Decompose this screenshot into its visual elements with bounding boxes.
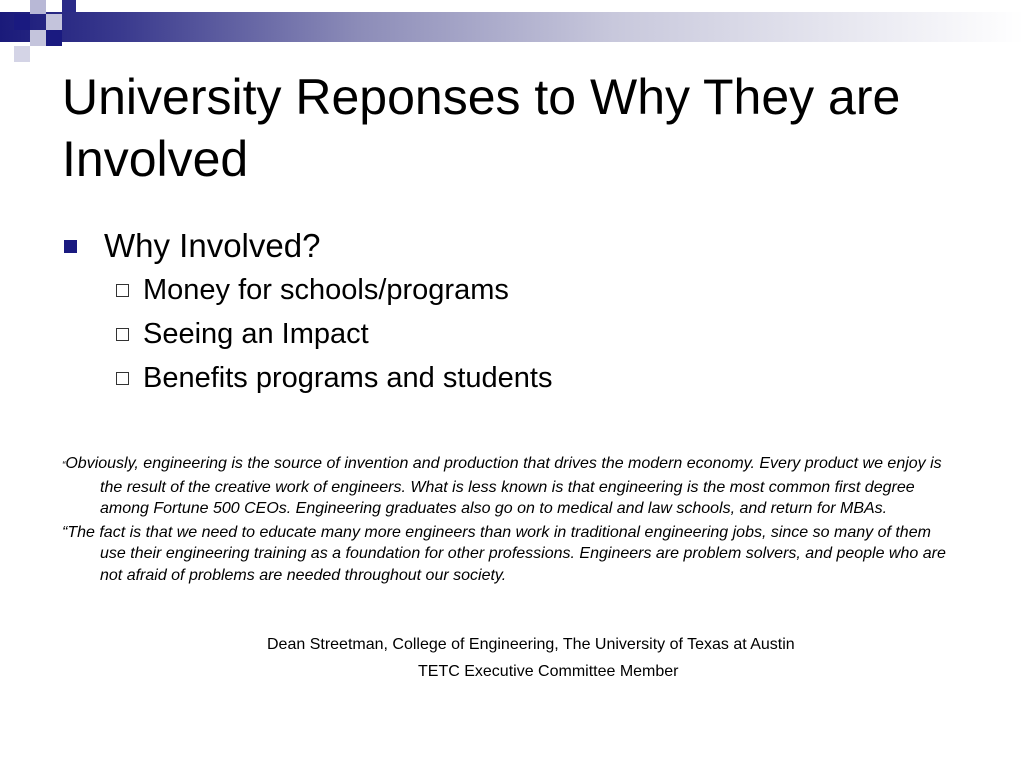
header-square-light [30, 30, 46, 46]
slide-title: University Reponses to Why They are Involved [62, 69, 901, 187]
sub-bullet-text: Benefits programs and students [143, 361, 553, 394]
sub-bullet [116, 268, 962, 312]
header-square-light [30, 0, 46, 14]
header-square-dark [62, 0, 76, 12]
hollow-square-bullet-icon [116, 284, 129, 297]
quote-block [62, 453, 952, 588]
main-bullet-text: Why Involved? [104, 227, 321, 264]
square-bullet-icon [64, 240, 77, 253]
sub-bullet [116, 312, 962, 356]
hollow-square-bullet-icon [116, 372, 129, 385]
header-square-light [46, 14, 62, 30]
header-square-light [14, 46, 30, 62]
quote-open-mark: “ [62, 460, 66, 471]
sub-bullet-list [62, 268, 962, 400]
sub-bullet-text: Seeing an Impact [143, 317, 369, 350]
header-square-dark [14, 14, 30, 30]
sub-bullet-text: Money for schools/programs [143, 273, 509, 306]
quote-1 [62, 453, 952, 520]
attribution-line-1: Dean Streetman, College of Engineering, The University of Texas at Austin [267, 636, 795, 653]
sub-bullet [116, 356, 962, 400]
header-gradient-band [0, 12, 1024, 42]
quote-1-text: Obviously, engineering is the source of invention and production that drives the modern economy. Every product we enjoy is the result of the creative work of engineers. What is less known is that engineering is the most common first degree among Fortune 500 CEOs. Engineering graduates also go on to medical and law schools, and return for MBAs. [65, 455, 942, 517]
attribution-line-2: TETC Executive Committee Member [418, 663, 679, 680]
bullet-list [62, 224, 962, 400]
hollow-square-bullet-icon [116, 328, 129, 341]
quote-2: “The fact is that we need to educate many more engineers than work in traditional engineering jobs, since so many of them use their engineering training as a foundation for other professions. Engineers are problem solvers, and people who are not afraid of problems are needed throughout our society. [62, 523, 946, 584]
main-bullet [62, 224, 962, 268]
header-square-dark [46, 30, 62, 46]
